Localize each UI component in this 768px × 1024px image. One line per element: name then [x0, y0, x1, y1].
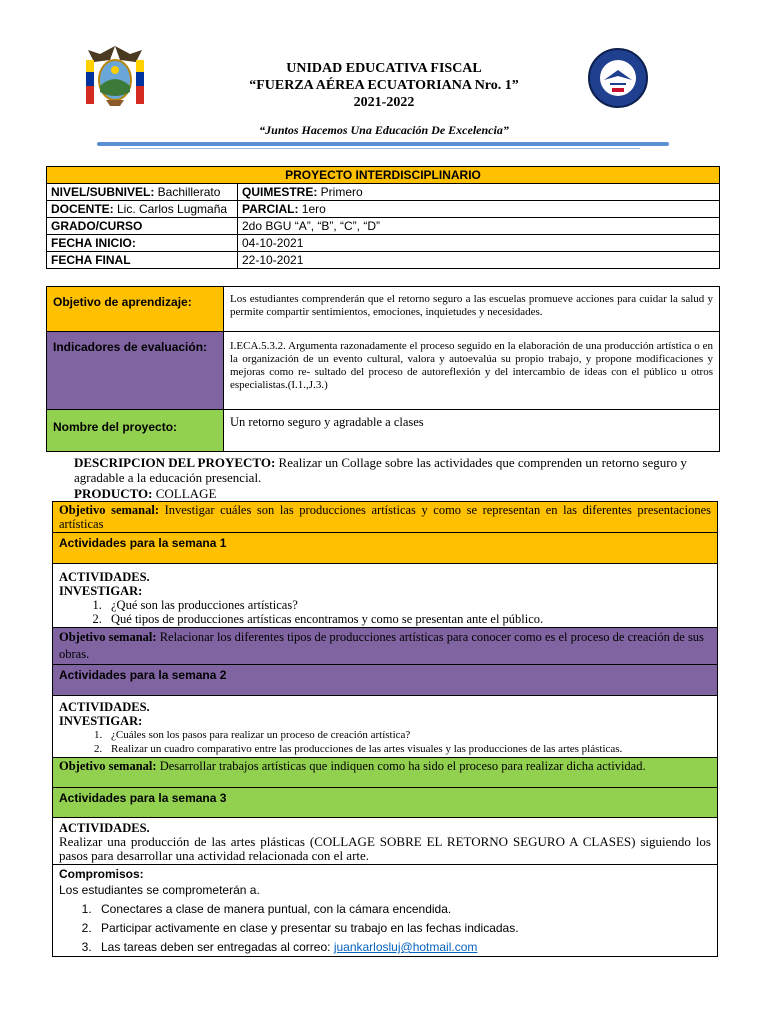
nivel-cell: NIVEL/SUBNIVEL: Bachillerato	[47, 184, 238, 201]
header-divider	[97, 142, 669, 146]
school-name-line1: UNIDAD EDUCATIVA FISCAL	[286, 61, 482, 76]
week2-item: 1. ¿Cuáles son los pasos para realizar un proceso de creación artística?	[105, 728, 711, 742]
week2-activities: ACTIVIDADES. INVESTIGAR: 1. ¿Cuáles son los pasos para realizar un proceso de creación artística? 2. Realizar un cuadro comparativo entre las producciones de las artes visuales y las producciones de las artes plásticas.	[53, 696, 718, 758]
week2-objective: Objetivo semanal: Relacionar los diferentes tipos de producciones artísticas para conocer como es el proceso de creación de sus obras.	[53, 628, 718, 665]
fecha-final-label: FECHA FINAL	[47, 252, 238, 269]
quimestre-cell: QUIMESTRE: Primero	[238, 184, 720, 201]
objective-label: Objetivo de aprendizaje:	[47, 287, 224, 332]
week1-objective: Objetivo semanal: Investigar cuáles son las producciones artísticas y como se representan en las diferentes presentaciones artísticas	[53, 502, 718, 533]
school-seal-emblem	[588, 48, 648, 108]
objectives-table	[46, 286, 720, 452]
indicators-label: Indicadores de evaluación:	[47, 332, 224, 410]
week3-activities: ACTIVIDADES. Realizar una producción de las artes plásticas (COLLAGE SOBRE EL RETORNO SEGURO A CLASES) siguiendo los pasos para desarrollar una actividad relacionada con el arte.	[53, 818, 718, 865]
week3-title: Actividades para la semana 3	[53, 788, 718, 818]
project-name-value: Un retorno seguro y agradable a clases	[224, 410, 720, 452]
project-title-cell: PROYECTO INTERDISCIPLINARIO	[47, 167, 720, 184]
project-info-table	[46, 166, 720, 269]
project-product: PRODUCTO: COLLAGE	[74, 486, 217, 501]
week2-item: 2. Realizar un cuadro comparativo entre las producciones de las artes visuales y las producciones de las artes plásticas.	[105, 742, 711, 756]
header-divider-shadow	[120, 148, 640, 149]
project-description: DESCRIPCION DEL PROYECTO: Realizar un Collage sobre las actividades que comprenden un retorno seguro y agradable a la educación presencial.	[74, 455, 687, 485]
commitment-item: 3. Las tareas deben ser entregadas al correo: juankarlosluj@hotmail.com	[95, 939, 711, 955]
week3-objective: Objetivo semanal: Desarrollar trabajos artísticas que indiquen como ha sido el proceso para realizar dicha actividad.	[53, 758, 718, 788]
indicators-value: I.ECA.5.3.2. Argumenta razonadamente el proceso seguido en la elaboración de una producción artística o en la organización de un evento cultural, valora y autoevalúa su propio trabajo, y propone modificaciones y mejoras como re- sultado del proceso de autoreflexión y del intercambio de ideas con el público u otros especialistas.(I.1.,J.3.)	[224, 332, 720, 410]
grado-label: GRADO/CURSO	[47, 218, 238, 235]
fecha-inicio-value: 04-10-2021	[238, 235, 720, 252]
school-motto: “Juntos Hacemos Una Educación De Excelencia”	[259, 123, 509, 137]
school-year: 2021-2022	[353, 95, 415, 110]
commitments: Compromisos: Los estudiantes se comprometerán a. 1. Conectares a clase de manera puntual, con la cámara encendida. 2. Participar activamente en clase y presentar su trabajo en las fechas indicadas. 3. Las tareas deben ser entregadas al correo: juankarlosluj@hotmail.com	[53, 865, 718, 957]
weekly-activities-table	[52, 501, 718, 957]
fecha-final-value: 22-10-2021	[238, 252, 720, 269]
week1-activities: ACTIVIDADES. INVESTIGAR: 1. ¿Qué son las producciones artísticas? 2. Qué tipos de producciones artísticas encontramos y como se presentan ante el público.	[53, 564, 718, 628]
week1-title: Actividades para la semana 1	[53, 533, 718, 564]
objective-value: Los estudiantes comprenderán que el retorno seguro a las escuelas promueve acciones para cuidar la salud y permite compartir sentimientos, emociones, inquietudes y necesidades.	[224, 287, 720, 332]
school-name-line2: “FUERZA AÉREA ECUATORIANA Nro. 1”	[249, 78, 519, 93]
grado-value: 2do BGU “A”, “B”, “C”, “D”	[238, 218, 720, 235]
docente-cell: DOCENTE: Lic. Carlos Lugmaña	[47, 201, 238, 218]
week1-item: 1. ¿Qué son las producciones artísticas?	[105, 598, 711, 612]
fecha-inicio-label: FECHA INICIO:	[47, 235, 238, 252]
commitment-item: 2. Participar activamente en clase y presentar su trabajo en las fechas indicadas.	[95, 920, 711, 936]
parcial-cell: PARCIAL: 1ero	[238, 201, 720, 218]
project-name-label: Nombre del proyecto:	[47, 410, 224, 452]
week2-title: Actividades para la semana 2	[53, 665, 718, 696]
week1-item: 2. Qué tipos de producciones artísticas encontramos y como se presentan ante el público.	[105, 612, 711, 626]
email-link[interactable]: juankarlosluj@hotmail.com	[333, 940, 478, 954]
commitment-item: 1. Conectares a clase de manera puntual, con la cámara encendida.	[95, 901, 711, 917]
